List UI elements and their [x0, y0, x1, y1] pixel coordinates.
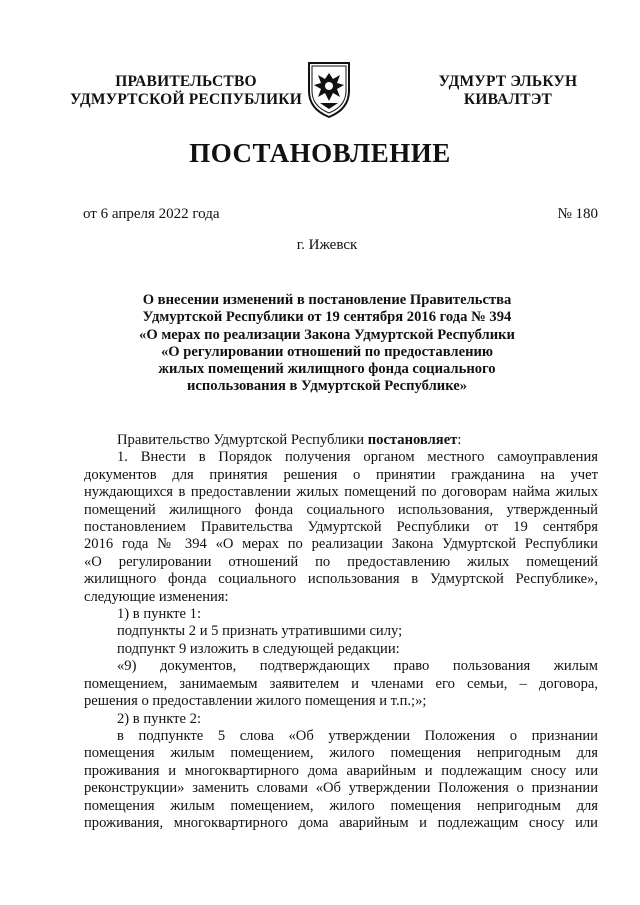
quote-line: помещением, занимаемым заявителем и членами его семьи, – договора,	[84, 675, 598, 692]
item-1-subpoint-b: подпункт 9 изложить в следующей редакции:	[117, 640, 400, 657]
paragraph-2-line: помещения жилым помещением, жилого помещения непригодным для	[84, 745, 598, 762]
document-type: ПОСТАНОВЛЕНИЕ	[189, 138, 451, 168]
intro-paragraph	[84, 432, 598, 449]
quote-line: «9) документов, подтверждающих право пользования жилым	[117, 658, 598, 675]
paragraph-2-line: проживания и многоквартирного дома аварийным и подлежащим сносу или	[84, 762, 598, 779]
intro-text: Правительство Удмуртской Республики	[117, 432, 368, 448]
item-2: 2) в пункте 2:	[117, 710, 202, 727]
subject-line: жилых помещений жилищного фонда социального	[158, 361, 496, 378]
paragraph-2-line: помещения жилым помещением, жилого помещения непригодным для	[84, 797, 598, 814]
subject-line: использования в Удмуртской Республике»	[186, 378, 468, 395]
header-left	[66, 73, 306, 109]
coat-of-arms-icon	[306, 59, 352, 119]
header-left-line-2: УДМУРТСКОЙ РЕСПУБЛИКИ	[70, 91, 302, 108]
document-subject	[80, 292, 574, 396]
document-date: от 6 апреля 2022 года	[83, 206, 220, 222]
paragraph-1-end: следующие изменения:	[84, 588, 229, 605]
intro-colon: :	[457, 432, 462, 448]
subject-line: «О регулировании отношений по предоставлению	[160, 343, 494, 360]
header-right	[408, 73, 608, 109]
paragraph-1-line: 2016 года № 394 «О мерах по реализации Закона Удмуртской Республики	[84, 536, 598, 553]
paragraph-1-line: 1. Внести в Порядок получения органом местного самоуправления	[117, 449, 598, 466]
subject-line: О внесении изменений в постановление Правительства	[142, 292, 512, 308]
paragraph-1-line: документов для принятия решения о принятии гражданина на учет	[84, 466, 598, 483]
header-left-line-1: ПРАВИТЕЛЬСТВО	[115, 73, 257, 90]
quote-end: решения о предоставлении жилого помещения и т.п.;»;	[84, 693, 427, 710]
header-right-line-2: КИВАЛТЭТ	[463, 91, 553, 108]
paragraph-1-line: «О регулировании отношений по предоставлению жилых помещений	[84, 553, 598, 570]
paragraph-1-line: постановлением Правительства Удмуртской Республики от 19 сентября	[84, 519, 598, 536]
paragraph-1-line: помещений жилищного фонда социального использования, утвержденный	[84, 501, 598, 518]
intro-keyword: постановляет	[367, 432, 458, 448]
subject-line: Удмуртской Республики от 19 сентября 2016 года № 394	[142, 309, 512, 326]
document-body	[84, 432, 598, 832]
item-1-subpoint-a: подпункты 2 и 5 признать утратившими силу;	[117, 623, 403, 640]
paragraph-1-line: жилищного фонда социального использования в Удмуртской Республике»,	[84, 571, 598, 588]
paragraph-2-line: реконструкции» заменить словами «Об утверждении Положения о признании	[84, 780, 598, 797]
item-1: 1) в пункте 1:	[117, 606, 202, 623]
paragraph-2-line: в подпункте 5 слова «Об утверждении Положения о признании	[117, 727, 598, 744]
header-right-line-1: УДМУРТ ЭЛЬКУН	[438, 73, 578, 90]
document-city: г. Ижевск	[296, 237, 358, 253]
subject-line: «О мерах по реализации Закона Удмуртской Республики	[139, 326, 515, 343]
document-number: № 180	[557, 206, 598, 222]
paragraph-1-line: нуждающихся в предоставлении жилых помещений по договорам найма жилых	[84, 484, 598, 501]
paragraph-2-line: проживания, многоквартирного дома аварийным и подлежащим сносу или	[84, 814, 598, 831]
